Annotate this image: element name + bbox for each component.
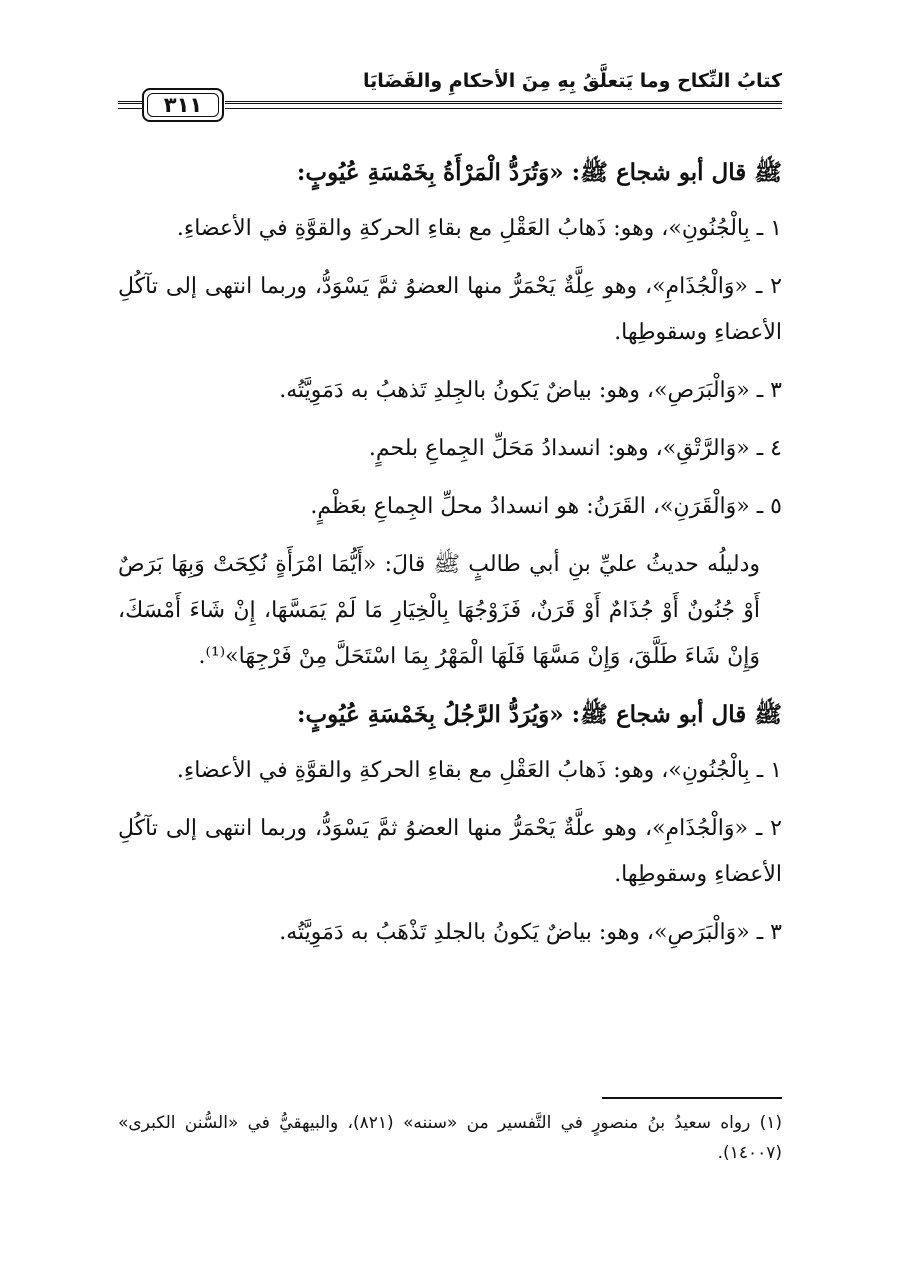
footnote: (١) رواه سعيدُ بنُ منصورٍ في التَّفسير من «سننه» (٨٢١)، والبيهقيُّ في «السُّنن الكبرى» (١٤٠٠٧). xyxy=(118,1113,782,1163)
evidence-paragraph: ودليلُه حديثُ عليِّ بنِ أبي طالبٍ ﷺ قالَ: «أَيُّمَا امْرَأَةٍ نُكِحَتْ وَبِهَا بَرَصٌ أَوْ جُنُونٌ أَوْ جُذَامٌ أَوْ قَرَنٌ، فَزَوْجُهَا بِالْخِيَارِ مَا لَمْ يَمَسَّهَا، إِنْ شَاءَ أَمْسَكَ، وَإِنْ شَاءَ طَلَّقَ، وَإِنْ مَسَّهَا فَلَهَا الْمَهْرُ بِمَا اسْتَحَلَّ مِنْ فَرْجِهَا»⁽¹⁾. xyxy=(118,552,760,669)
main-text xyxy=(118,150,782,968)
header-rule-left xyxy=(118,101,142,104)
list-item: ١ ـ بِالْجُنُونِ»، وهو: ذَهابُ العَقْلِ مع بقاءِ الحركةِ والقوَّةِ في الأعضاءِ. xyxy=(176,758,782,783)
page-number-text: ٣١١ xyxy=(163,93,203,117)
list-item: ١ ـ بِالْجُنُونِ»، وهو: ذَهابُ العَقْلِ مع بقاءِ الحركةِ والقوَّةِ في الأعضاءِ. xyxy=(176,216,782,241)
list-item: ٢ ـ «وَالْجُذَامِ»، وهو علَّةٌ يَحْمَرُّ منها العضوُ ثمَّ يَسْوَدُّ، وربما انتهى إلى تآكُلِ الأعضاءِ وسقوطِها. xyxy=(118,816,782,887)
list-item: ٣ ـ «وَالْبَرَصِ»، وهو: بياضٌ يَكونُ بالجلدِ تَذْهَبُ به دَمَوِيَّتُه. xyxy=(279,920,782,945)
page-number xyxy=(142,88,224,122)
list-item: ٢ ـ «وَالْجُذَامِ»، وهو عِلَّةٌ يَحْمَرُّ منها العضوُ ثمَّ يَسْوَدُّ، وربما انتهى إلى تآكُلِ الأعضاءِ وسقوطِها. xyxy=(118,274,782,345)
list-item: ٥ ـ «وَالْقَرَنِ»، القَرَنُ: هو انسدادُ محلِّ الجِماعِ بعَظْمٍ. xyxy=(310,494,782,519)
list-item: ٣ ـ «وَالْبَرَصِ»، وهو: بياضٌ يَكونُ بالجِلدِ تَذهبُ به دَمَوِيَّتُه. xyxy=(279,378,782,403)
header-rule-left-thin xyxy=(118,108,142,109)
running-title: كتابُ النِّكاح وما يَتعلَّقُ بِهِ مِنَ الأحكامِ والقَضَايَا xyxy=(362,70,782,92)
header-rule xyxy=(225,101,782,104)
section-heading-woman: ﷺ قال أبو شجاع ﷺ: «وَتُرَدُّ الْمَرْأَةُ بِخَمْسَةِ عُيُوبٍ: xyxy=(296,159,782,186)
list-item: ٤ ـ «وَالرَّتْقِ»، وهو: انسدادُ مَحَلِّ الجِماعِ بلحمٍ. xyxy=(368,436,782,461)
section-heading-man: ﷺ قال أبو شجاع ﷺ: «وَيُرَدُّ الرَّجُلُ بِخَمْسَةِ عُيُوبٍ: xyxy=(297,701,782,728)
header-rule-thin xyxy=(225,108,782,109)
footnote-rule xyxy=(602,1097,782,1099)
